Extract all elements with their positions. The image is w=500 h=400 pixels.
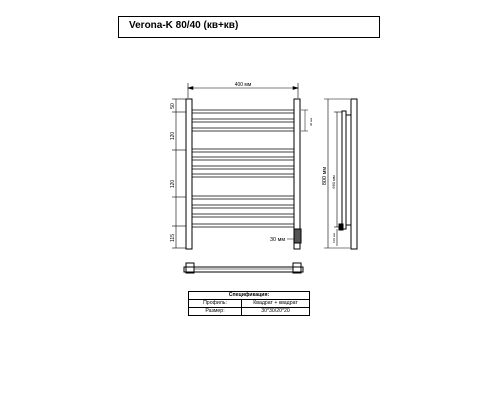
rungs <box>192 110 294 227</box>
side-upright-inner <box>342 111 346 229</box>
spec-row-label: Профиль: <box>189 300 242 308</box>
wall-gap-label: 100 мм <box>332 233 336 243</box>
height-label: 800 мм <box>322 166 328 186</box>
spec-table <box>188 291 310 316</box>
top-offset-label: 50 <box>170 103 176 109</box>
inner-height-label: 660 мм <box>331 175 336 189</box>
front-view <box>186 99 301 249</box>
side-upright-outer <box>351 99 357 249</box>
left-dimensions <box>172 99 186 248</box>
width-label: 400 мм <box>234 82 252 88</box>
gap-middle-label: 120 <box>170 179 176 189</box>
spec-row <box>189 300 310 308</box>
top-view <box>184 263 303 273</box>
gap-upper-label: 120 <box>170 131 176 141</box>
left-upright <box>186 99 192 249</box>
bar-spacing-dimension <box>301 110 308 131</box>
spec-row-label: Размер: <box>189 308 242 316</box>
pipe-offset-label: 30 мм <box>270 237 286 243</box>
drawing-title: Verona-K 80/40 (кв+кв) <box>129 20 239 31</box>
side-view <box>339 99 357 249</box>
spec-header: Спецификация: <box>189 292 310 300</box>
bar-spacing-label: 30 мм <box>309 117 313 127</box>
spec-row-value: Квадрат + квадрат <box>242 300 310 308</box>
spec-row-value: 30*30/20*20 <box>242 308 310 316</box>
bottom-offset-label: 115 <box>170 234 176 242</box>
connection-block <box>294 229 301 243</box>
right-upright <box>294 99 300 249</box>
spec-row <box>189 308 310 316</box>
